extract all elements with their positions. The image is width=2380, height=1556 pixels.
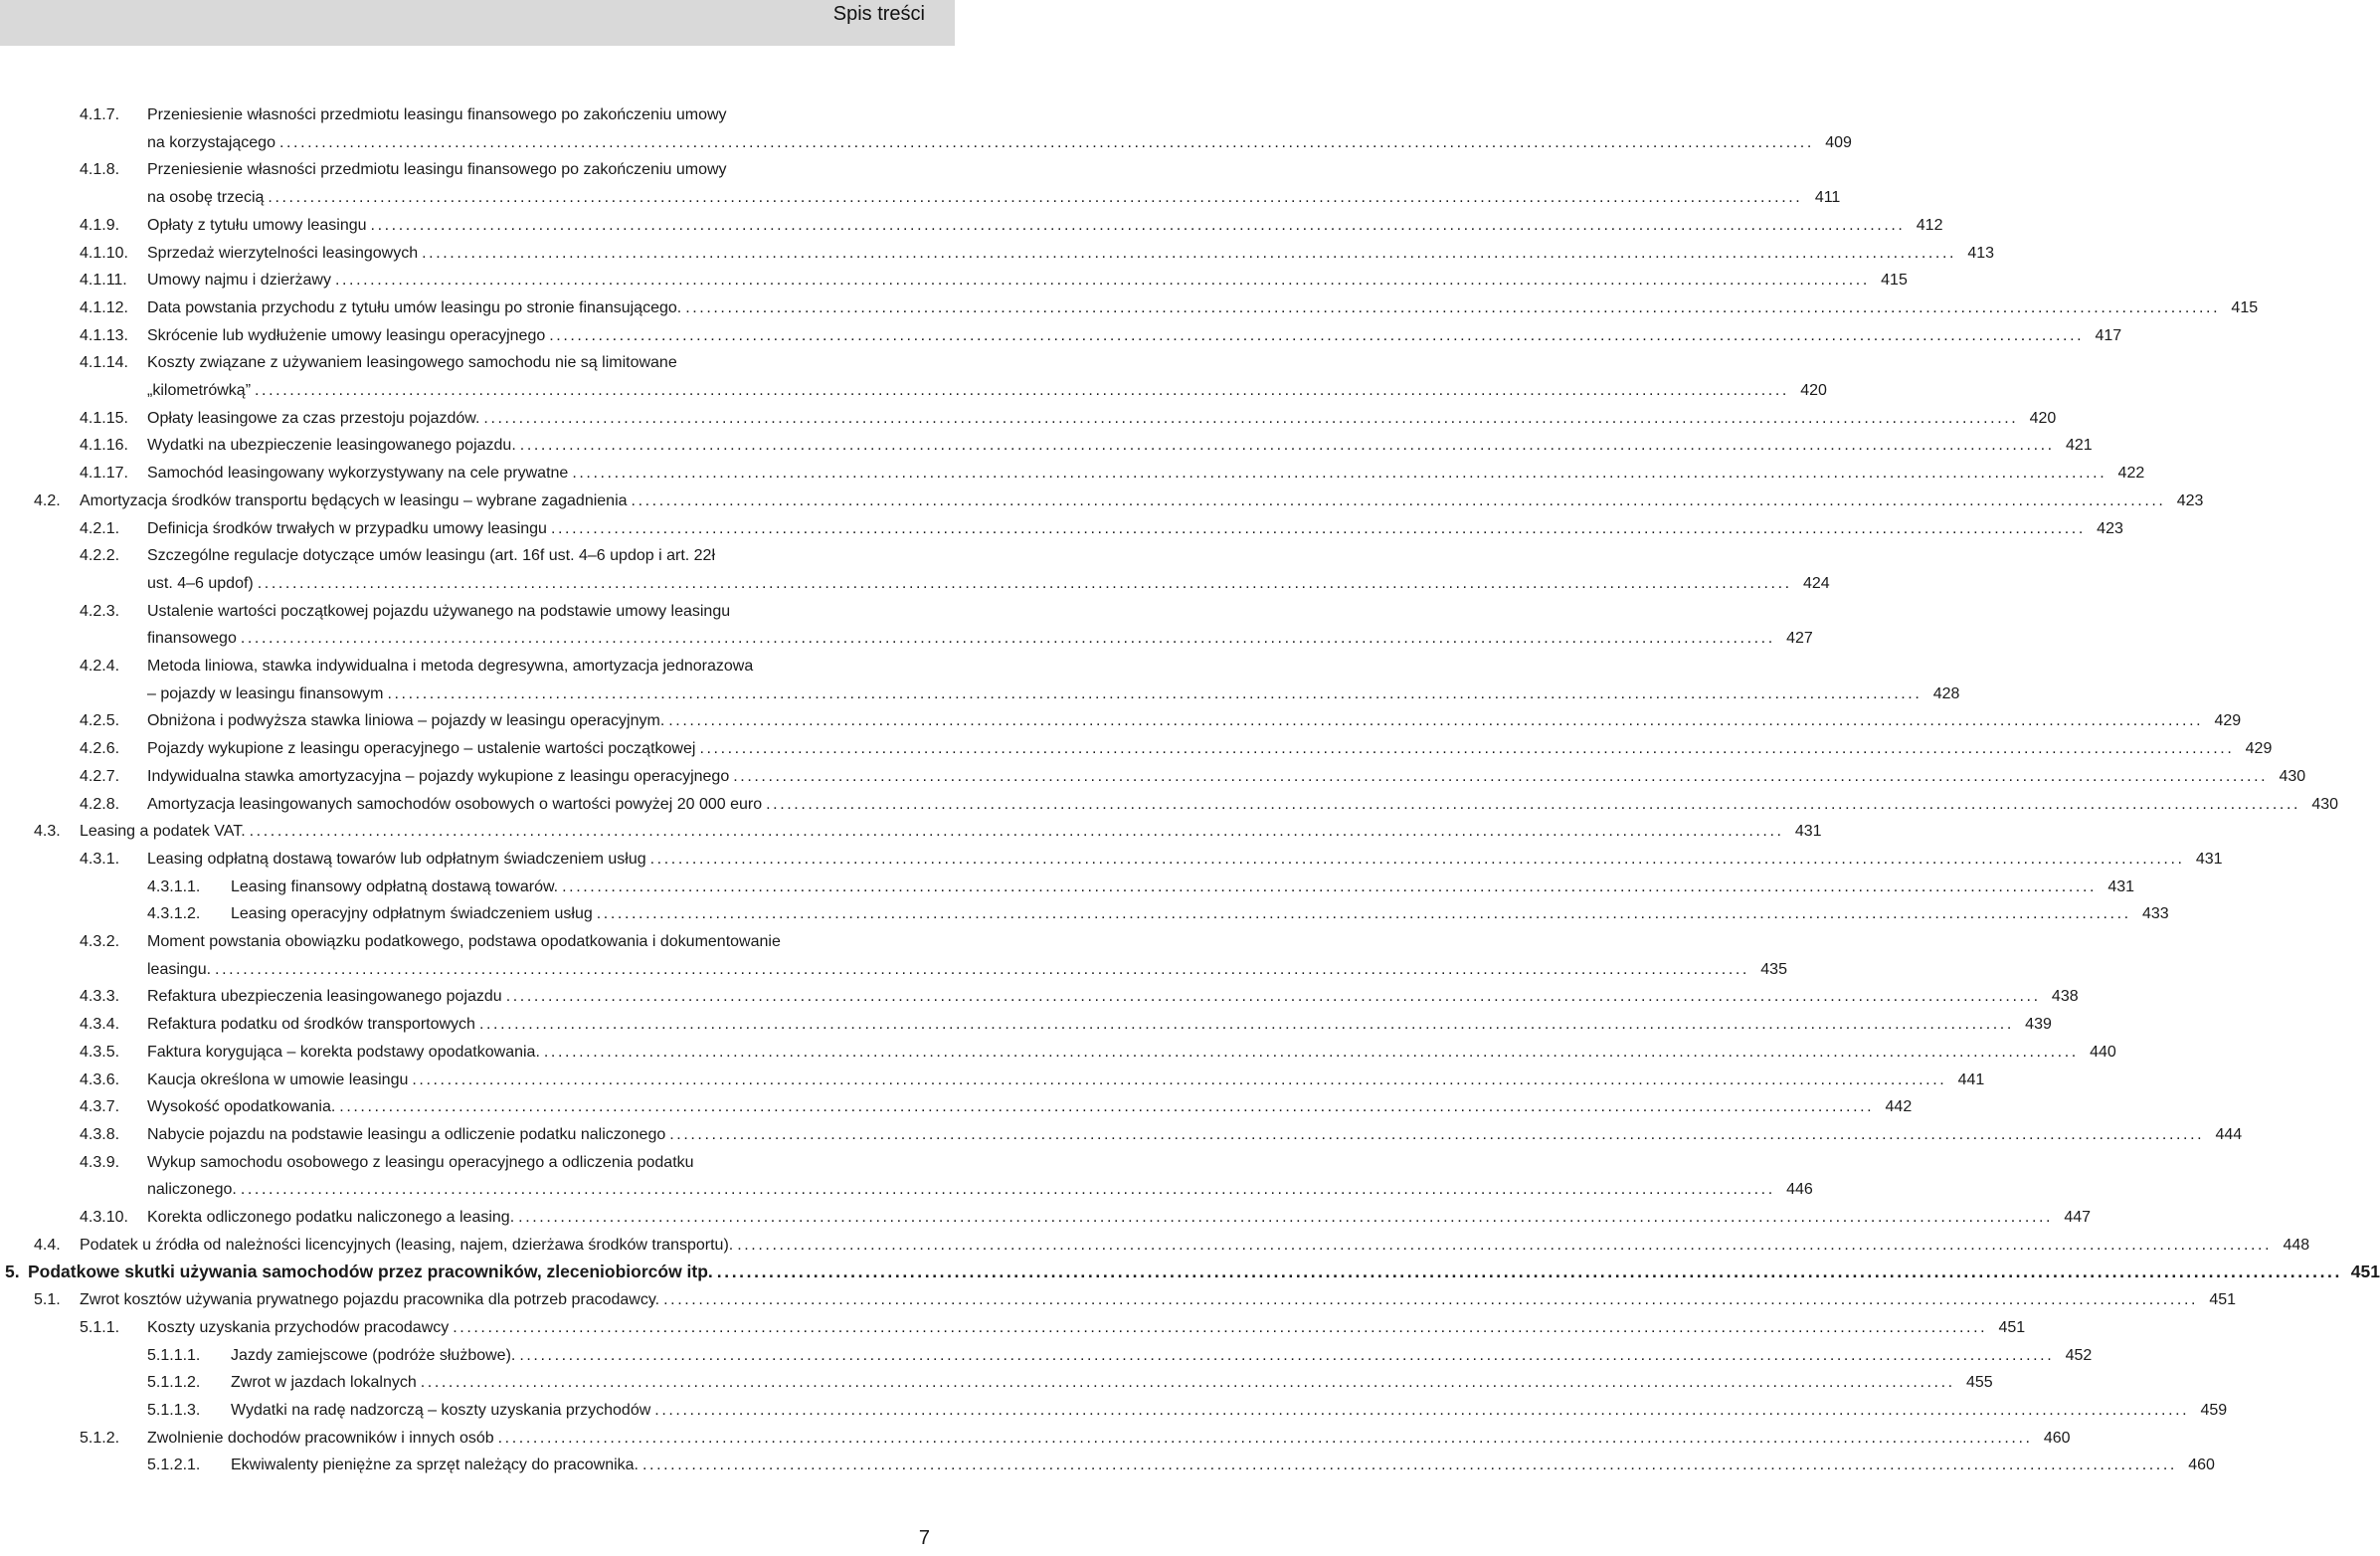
toc-entry-number: 4.3.7. xyxy=(80,1098,120,1116)
toc-entry-line xyxy=(147,294,2259,321)
toc-entry-page: 460 xyxy=(2043,1429,2071,1447)
toc-entry-title: Umowy najmu i dzierżawy xyxy=(147,272,331,290)
dot-leader xyxy=(335,1093,1880,1120)
dot-leader xyxy=(695,735,2240,762)
toc-entry[interactable] xyxy=(80,212,1943,239)
toc-entry-title: Leasing operacyjny odpłatnym świadczeniem usług xyxy=(231,905,593,923)
toc-entry-page: 438 xyxy=(2051,988,2079,1006)
dot-leader xyxy=(516,432,2061,459)
dot-leader xyxy=(762,791,2306,818)
dot-leader xyxy=(664,707,2209,734)
toc-entry[interactable] xyxy=(80,267,1908,293)
toc-entry-line xyxy=(147,1011,2052,1038)
toc-entry-page: 431 xyxy=(2107,877,2135,895)
toc-entry[interactable] xyxy=(80,735,2273,762)
toc-entry-title: Ustalenie wartości początkowej pojazdu używanego na podstawie umowy leasingu xyxy=(147,602,731,620)
toc-entry[interactable] xyxy=(80,1067,1985,1093)
toc-entry[interactable] xyxy=(80,928,1787,983)
toc-entry-title: Leasing finansowy odpłatną dostawą towarów. xyxy=(231,877,559,895)
dot-leader xyxy=(264,184,1808,211)
toc-entry-page: 433 xyxy=(2141,905,2169,923)
toc-entry-number: 4.3.4. xyxy=(80,1016,120,1034)
toc-entry[interactable] xyxy=(80,432,2093,459)
toc-entry-title: Opłaty leasingowe za czas przestoju pojazdów. xyxy=(147,409,480,427)
toc-entry[interactable] xyxy=(80,294,2259,321)
toc-entry-title: Zwrot kosztów używania prywatnego pojazdu pracownika dla potrzeb pracodawcy. xyxy=(80,1291,660,1309)
toc-entry[interactable] xyxy=(34,1286,2237,1313)
toc-entry-number: 4.3.9. xyxy=(80,1153,120,1171)
toc-entry[interactable] xyxy=(80,1093,1913,1120)
toc-entry-title: Pojazdy wykupione z leasingu operacyjnego – ustalenie wartości początkowej xyxy=(147,740,696,758)
toc-entry-number: 4.3.10. xyxy=(80,1209,128,1226)
toc-entry-continuation xyxy=(147,1176,1813,1203)
toc-entry[interactable] xyxy=(80,1039,2116,1066)
toc-entry-number: 4.3.6. xyxy=(80,1070,120,1088)
toc-entry-title: Przeniesienie własności przedmiotu leasingu finansowego po zakończeniu umowy xyxy=(147,106,727,123)
toc-entry-page: 415 xyxy=(1881,272,1908,290)
page-number: 7 xyxy=(918,1527,930,1549)
toc-entry[interactable] xyxy=(34,487,2204,514)
toc-entry-number: 4.3.5. xyxy=(80,1043,120,1061)
toc-entry[interactable] xyxy=(147,1397,2228,1424)
toc-entry-continuation xyxy=(147,956,1787,983)
dot-leader xyxy=(681,294,2226,321)
dot-leader xyxy=(733,1232,2278,1259)
toc-entry-title: Data powstania przychodu z tytułu umów leasingu po stronie finansującego. xyxy=(147,298,682,316)
toc-entry[interactable] xyxy=(80,542,1830,597)
toc-entry-line xyxy=(147,460,2145,486)
toc-entry-page: 429 xyxy=(2214,712,2242,730)
toc-entry-page: 448 xyxy=(2283,1236,2310,1254)
toc-entry-page: 451 xyxy=(1998,1318,2026,1336)
toc-entry-title-continued: naliczonego. xyxy=(147,1181,237,1199)
toc-entry-line xyxy=(231,1397,2228,1424)
toc-entry[interactable] xyxy=(80,1425,2071,1452)
toc-entry[interactable] xyxy=(80,791,2339,818)
page-header xyxy=(0,0,955,46)
toc-entry-continuation xyxy=(147,377,1827,404)
toc-entry-page: 417 xyxy=(2095,326,2122,344)
toc-entry-page: 451 xyxy=(2209,1291,2237,1309)
dot-leader xyxy=(479,405,2024,432)
toc-entry-page: 409 xyxy=(1825,133,1852,151)
toc-entry-page: 440 xyxy=(2090,1043,2116,1061)
dot-leader xyxy=(729,763,2274,790)
toc-entry-page: 413 xyxy=(1967,244,1995,262)
toc-entry-title: Refaktura ubezpieczenia leasingowanego pojazdu xyxy=(147,988,502,1006)
toc-entry-title: Faktura korygująca – korekta podstawy opodatkowania. xyxy=(147,1043,540,1061)
toc-entry[interactable] xyxy=(80,515,2123,542)
dot-leader xyxy=(665,1121,2210,1148)
toc-entry-number: 4.1.12. xyxy=(80,298,128,316)
dot-leader xyxy=(659,1286,2204,1313)
toc-entry-line xyxy=(80,487,2204,514)
dot-leader xyxy=(713,1259,2348,1285)
dot-leader xyxy=(417,1369,1961,1396)
toc-entry-title: Zwrot w jazdach lokalnych xyxy=(231,1374,417,1392)
toc-entry-number: 5.1.2. xyxy=(80,1429,120,1447)
toc-entry-page: 423 xyxy=(2176,491,2204,509)
toc-entry-title-continued: ust. 4–6 updof) xyxy=(147,574,254,592)
toc-entry-number: 4.1.11. xyxy=(80,272,127,290)
toc-entry-page: 428 xyxy=(1932,684,1960,702)
toc-entry[interactable] xyxy=(80,460,2145,486)
dot-leader xyxy=(545,322,2090,349)
toc-entry-title-continued: na osobę trzecią xyxy=(147,189,265,207)
dot-leader xyxy=(502,983,2047,1010)
toc-entry-line xyxy=(147,405,2057,432)
toc-entry-title: Amortyzacja leasingowanych samochodów osobowych o wartości powyżej 20 000 euro xyxy=(147,795,763,813)
toc-entry-number: 4.3.8. xyxy=(80,1125,120,1143)
toc-entry-page: 423 xyxy=(2097,519,2123,537)
toc-entry-title: Indywidualna stawka amortyzacyjna – pojazdy wykupione z leasingu operacyjnego xyxy=(147,767,730,785)
toc-entry-title: Nabycie pojazdu na podstawie leasingu a odliczenie podatku naliczonego xyxy=(147,1125,666,1143)
toc-entry-page: 460 xyxy=(2188,1457,2215,1474)
toc-entry-line xyxy=(80,818,1822,845)
dot-leader xyxy=(650,1397,2195,1424)
toc-entry[interactable] xyxy=(147,1342,2093,1369)
toc-entry-number: 4.1.10. xyxy=(80,244,128,262)
toc-entry-line xyxy=(147,1039,2116,1066)
toc-entry-title: Jazdy zamiejscowe (podróże służbowe). xyxy=(231,1346,516,1364)
toc-entry-page: 451 xyxy=(2350,1262,2380,1282)
toc-entry-line xyxy=(80,1286,2237,1313)
toc-entry-title-continued: – pojazdy w leasingu finansowym xyxy=(147,684,384,702)
toc-entry-number: 4.4. xyxy=(34,1236,61,1254)
toc-entry-number: 4.1.14. xyxy=(80,354,128,372)
toc-entry-page: 442 xyxy=(1885,1098,1913,1116)
toc-entry-page: 411 xyxy=(1814,189,1841,207)
toc-entry[interactable] xyxy=(80,983,2079,1010)
toc-entry[interactable] xyxy=(80,1314,2026,1341)
toc-entry-title: Metoda liniowa, stawka indywidualna i metoda degresywna, amortyzacja jednorazowa xyxy=(147,658,754,675)
toc-entry-line xyxy=(147,240,1995,267)
toc-entry-title: Refaktura podatku od środków transportowych xyxy=(147,1016,475,1034)
toc-entry-title-continued: finansowego xyxy=(147,630,237,648)
toc-entry-line xyxy=(147,515,2123,542)
toc-entry-page: 431 xyxy=(1794,823,1822,841)
toc-entry-line xyxy=(147,1314,2026,1341)
toc-entry-page: 431 xyxy=(2195,850,2223,868)
dot-leader xyxy=(514,1204,2059,1231)
toc-entry-title: Moment powstania obowiązku podatkowego, podstawa opodatkowania i dokumentowanie xyxy=(147,933,781,950)
toc-entry-continuation xyxy=(147,570,1830,597)
toc-entry-line xyxy=(147,1204,2092,1231)
toc-entry-number: 5.1.1.1. xyxy=(147,1346,201,1364)
toc-entry-title: Wydatki na radę nadzorczą – koszty uzyskania przychodów xyxy=(231,1401,651,1419)
toc-entry-title: Koszty związane z używaniem leasingowego samochodu nie są limitowane xyxy=(147,354,677,372)
dot-leader xyxy=(418,240,1962,267)
dot-leader xyxy=(251,377,1795,404)
dot-leader xyxy=(237,625,1781,652)
toc-entry[interactable] xyxy=(147,900,2169,927)
toc-entry-page: 455 xyxy=(1965,1374,1993,1392)
toc-entry-title: Wydatki na ubezpieczenie leasingowanego pojazdu. xyxy=(147,437,516,455)
toc-entry-line xyxy=(231,1342,2093,1369)
toc-entry-page: 435 xyxy=(1760,960,1787,978)
dot-leader xyxy=(558,874,2103,900)
dot-leader xyxy=(628,487,2172,514)
toc-entry-line xyxy=(147,322,2122,349)
toc-entry-number: 4.2.5. xyxy=(80,712,120,730)
toc-entry-number: 5.1.1.3. xyxy=(147,1401,201,1419)
toc-entry-line xyxy=(147,1121,2243,1148)
toc-entry-title: Koszty uzyskania przychodów pracodawcy xyxy=(147,1318,450,1336)
toc-entry-number: 4.2.4. xyxy=(80,658,120,675)
toc-entry-number: 4.3.2. xyxy=(80,933,120,950)
toc-entry-page: 420 xyxy=(1800,381,1827,399)
dot-leader xyxy=(211,956,1755,983)
toc-entry[interactable] xyxy=(80,156,1841,211)
toc-entry-continuation xyxy=(147,625,1813,652)
toc-entry-page: 430 xyxy=(2311,795,2339,813)
toc-entry-title: Korekta odliczonego podatku naliczonego a leasing. xyxy=(147,1209,515,1226)
toc-entry-line xyxy=(147,267,1908,293)
toc-entry-title: Wykup samochodu osobowego z leasingu operacyjnego a odliczenia podatku xyxy=(147,1153,694,1171)
dot-leader xyxy=(408,1067,1952,1093)
toc-entry-number: 4.1.17. xyxy=(80,465,128,483)
toc-entry[interactable] xyxy=(80,598,1813,653)
toc-entry-line xyxy=(28,1259,2380,1285)
toc-entry-number: 4.2.1. xyxy=(80,519,120,537)
toc-entry[interactable] xyxy=(147,874,2135,900)
toc-entry-line xyxy=(147,1425,2071,1452)
toc-entry[interactable] xyxy=(80,1121,2243,1148)
toc-entry-line xyxy=(80,1232,2310,1259)
toc-entry-title: Podatkowe skutki używania samochodów przez pracowników, zleceniobiorców itp. xyxy=(28,1262,713,1282)
toc-entry[interactable] xyxy=(34,818,1822,845)
toc-entry-number: 4.2.7. xyxy=(80,767,120,785)
toc-entry-line xyxy=(147,707,2242,734)
dot-leader xyxy=(254,570,1798,597)
toc-entry-page: 424 xyxy=(1802,574,1830,592)
toc-entry-page: 446 xyxy=(1786,1181,1813,1199)
toc-entry[interactable] xyxy=(80,653,1960,707)
toc-entry-number: 4.2. xyxy=(34,491,61,509)
toc-entry-number: 4.2.8. xyxy=(80,795,120,813)
toc-entry-number: 4.1.15. xyxy=(80,409,128,427)
toc-entry-title: Sprzedaż wierzytelności leasingowych xyxy=(147,244,419,262)
toc-entry[interactable] xyxy=(80,405,2057,432)
toc-entry-page: 452 xyxy=(2065,1346,2093,1364)
toc-entry-title: Amortyzacja środków transportu będących w leasingu – wybrane zagadnienia xyxy=(80,491,628,509)
toc-entry-number: 5. xyxy=(5,1262,20,1282)
toc-entry-number: 4.1.9. xyxy=(80,216,120,234)
toc-entry-page: 412 xyxy=(1916,216,1943,234)
dot-leader xyxy=(331,267,1876,293)
toc-entry-title: Leasing a podatek VAT. xyxy=(80,823,246,841)
toc-entry-page: 430 xyxy=(2279,767,2306,785)
toc-entry-title: Zwolnienie dochodów pracowników i innych osób xyxy=(147,1429,494,1447)
toc-entry[interactable] xyxy=(34,1232,2310,1259)
dot-leader xyxy=(593,900,2137,927)
toc-entry-title: Ekwiwalenty pieniężne za sprzęt należący do pracownika. xyxy=(231,1457,639,1474)
dot-leader xyxy=(383,681,1927,707)
toc-entry-number: 4.1.8. xyxy=(80,161,120,179)
dot-leader xyxy=(515,1342,2060,1369)
toc-entry-line xyxy=(147,432,2093,459)
toc-entry-line xyxy=(231,1369,1993,1396)
dot-leader xyxy=(367,212,1912,239)
toc-entry-line xyxy=(147,1067,1985,1093)
toc-entry-title-continued: na korzystającego xyxy=(147,133,275,151)
toc-entry-page: 441 xyxy=(1957,1070,1985,1088)
toc-entry-page: 459 xyxy=(2200,1401,2228,1419)
dot-leader xyxy=(494,1425,2039,1452)
dot-leader xyxy=(646,846,2191,873)
toc-entry[interactable] xyxy=(5,1259,2380,1285)
toc-entry-title-continued: „kilometrówką” xyxy=(147,381,252,399)
toc-entry-number: 5.1. xyxy=(34,1291,61,1309)
toc-entry-line xyxy=(147,791,2339,818)
toc-entry-page: 427 xyxy=(1786,630,1813,648)
toc-entry-title: Wysokość opodatkowania. xyxy=(147,1098,336,1116)
toc-entry-number: 5.1.1.2. xyxy=(147,1374,201,1392)
dot-leader xyxy=(639,1452,2183,1478)
toc-entry-number: 4.1.16. xyxy=(80,437,128,455)
toc-entry-page: 421 xyxy=(2066,437,2093,455)
toc-entry-title: Skrócenie lub wydłużenie umowy leasingu operacyjnego xyxy=(147,326,546,344)
toc-entry-line xyxy=(147,1093,1913,1120)
toc-entry-page: 447 xyxy=(2064,1209,2092,1226)
dot-leader xyxy=(540,1039,2085,1066)
toc-entry-page: 422 xyxy=(2117,465,2145,483)
toc-entry-title: Definicja środków trwałych w przypadku umowy leasingu xyxy=(147,519,547,537)
toc-entry[interactable] xyxy=(80,1011,2052,1038)
toc-entry-continuation xyxy=(147,184,1841,211)
toc-entry-number: 4.2.2. xyxy=(80,547,120,565)
toc-entry-title-continued: leasingu. xyxy=(147,960,212,978)
toc-entry-number: 4.3.3. xyxy=(80,988,120,1006)
toc-entry-title: Szczególne regulacje dotyczące umów leasingu (art. 16f ust. 4–6 updop i art. 22ł xyxy=(147,547,715,565)
toc-entry-continuation xyxy=(147,681,1960,707)
toc-entry[interactable] xyxy=(80,763,2306,790)
toc-entry[interactable] xyxy=(80,846,2223,873)
toc-entry-line xyxy=(231,900,2169,927)
toc-entry-line xyxy=(147,212,1943,239)
toc-entry-page: 420 xyxy=(2029,409,2057,427)
toc-entry-title: Opłaty z tytułu umowy leasingu xyxy=(147,216,367,234)
toc-entry-number: 4.3.1. xyxy=(80,850,120,868)
toc-entry-line xyxy=(147,735,2273,762)
toc-entry-number: 4.3. xyxy=(34,823,61,841)
toc-entry-number: 4.3.1.2. xyxy=(147,905,201,923)
toc-entry[interactable] xyxy=(80,349,1827,404)
toc-entry-number: 4.1.13. xyxy=(80,326,128,344)
toc-entry[interactable] xyxy=(80,707,2242,734)
dot-leader xyxy=(246,818,1790,845)
toc-entry-line xyxy=(147,846,2223,873)
toc-entry-title: Kaucja określona w umowie leasingu xyxy=(147,1070,409,1088)
toc-entry[interactable] xyxy=(80,1149,1813,1204)
dot-leader xyxy=(568,460,2112,486)
toc-entry-page: 439 xyxy=(2025,1016,2052,1034)
toc-entry[interactable] xyxy=(147,1452,2215,1478)
toc-entry[interactable] xyxy=(80,101,1852,156)
toc-entry-number: 5.1.1. xyxy=(80,1318,120,1336)
toc-entry-title: Podatek u źródła od należności licencyjnych (leasing, najem, dzierżawa środków transportu). xyxy=(80,1236,734,1254)
toc-entry-title: Leasing odpłatną dostawą towarów lub odpłatnym świadczeniem usług xyxy=(147,850,646,868)
toc-entry[interactable] xyxy=(147,1369,1993,1396)
toc-entry-line xyxy=(147,983,2079,1010)
toc-entry-number: 5.1.2.1. xyxy=(147,1457,201,1474)
dot-leader xyxy=(275,129,1820,156)
toc-entry[interactable] xyxy=(80,1204,2092,1231)
dot-leader xyxy=(237,1176,1781,1203)
header-title: Spis treści xyxy=(832,3,925,25)
dot-leader xyxy=(547,515,2092,542)
toc-entry-number: 4.1.7. xyxy=(80,106,120,123)
dot-leader xyxy=(475,1011,2020,1038)
dot-leader xyxy=(449,1314,1993,1341)
toc-entry-title: Przeniesienie własności przedmiotu leasingu finansowego po zakończeniu umowy xyxy=(147,161,727,179)
toc-entry-title: Samochód leasingowany wykorzystywany na cele prywatne xyxy=(147,465,569,483)
toc-entry-page: 415 xyxy=(2231,298,2259,316)
toc-entry-line xyxy=(231,1452,2215,1478)
toc-entry-number: 4.2.6. xyxy=(80,740,120,758)
toc-entry-title: Obniżona i podwyższa stawka liniowa – pojazdy w leasingu operacyjnym. xyxy=(147,712,665,730)
toc-entry-page: 444 xyxy=(2215,1125,2243,1143)
toc-entry-continuation xyxy=(147,129,1852,156)
toc-entry-number: 4.3.1.1. xyxy=(147,877,201,895)
toc-entry-line xyxy=(231,874,2135,900)
toc-entry-page: 429 xyxy=(2245,740,2273,758)
toc-entry[interactable] xyxy=(80,240,1995,267)
toc-entry-line xyxy=(147,763,2306,790)
toc-entry[interactable] xyxy=(80,322,2122,349)
toc-entry-number: 4.2.3. xyxy=(80,602,120,620)
